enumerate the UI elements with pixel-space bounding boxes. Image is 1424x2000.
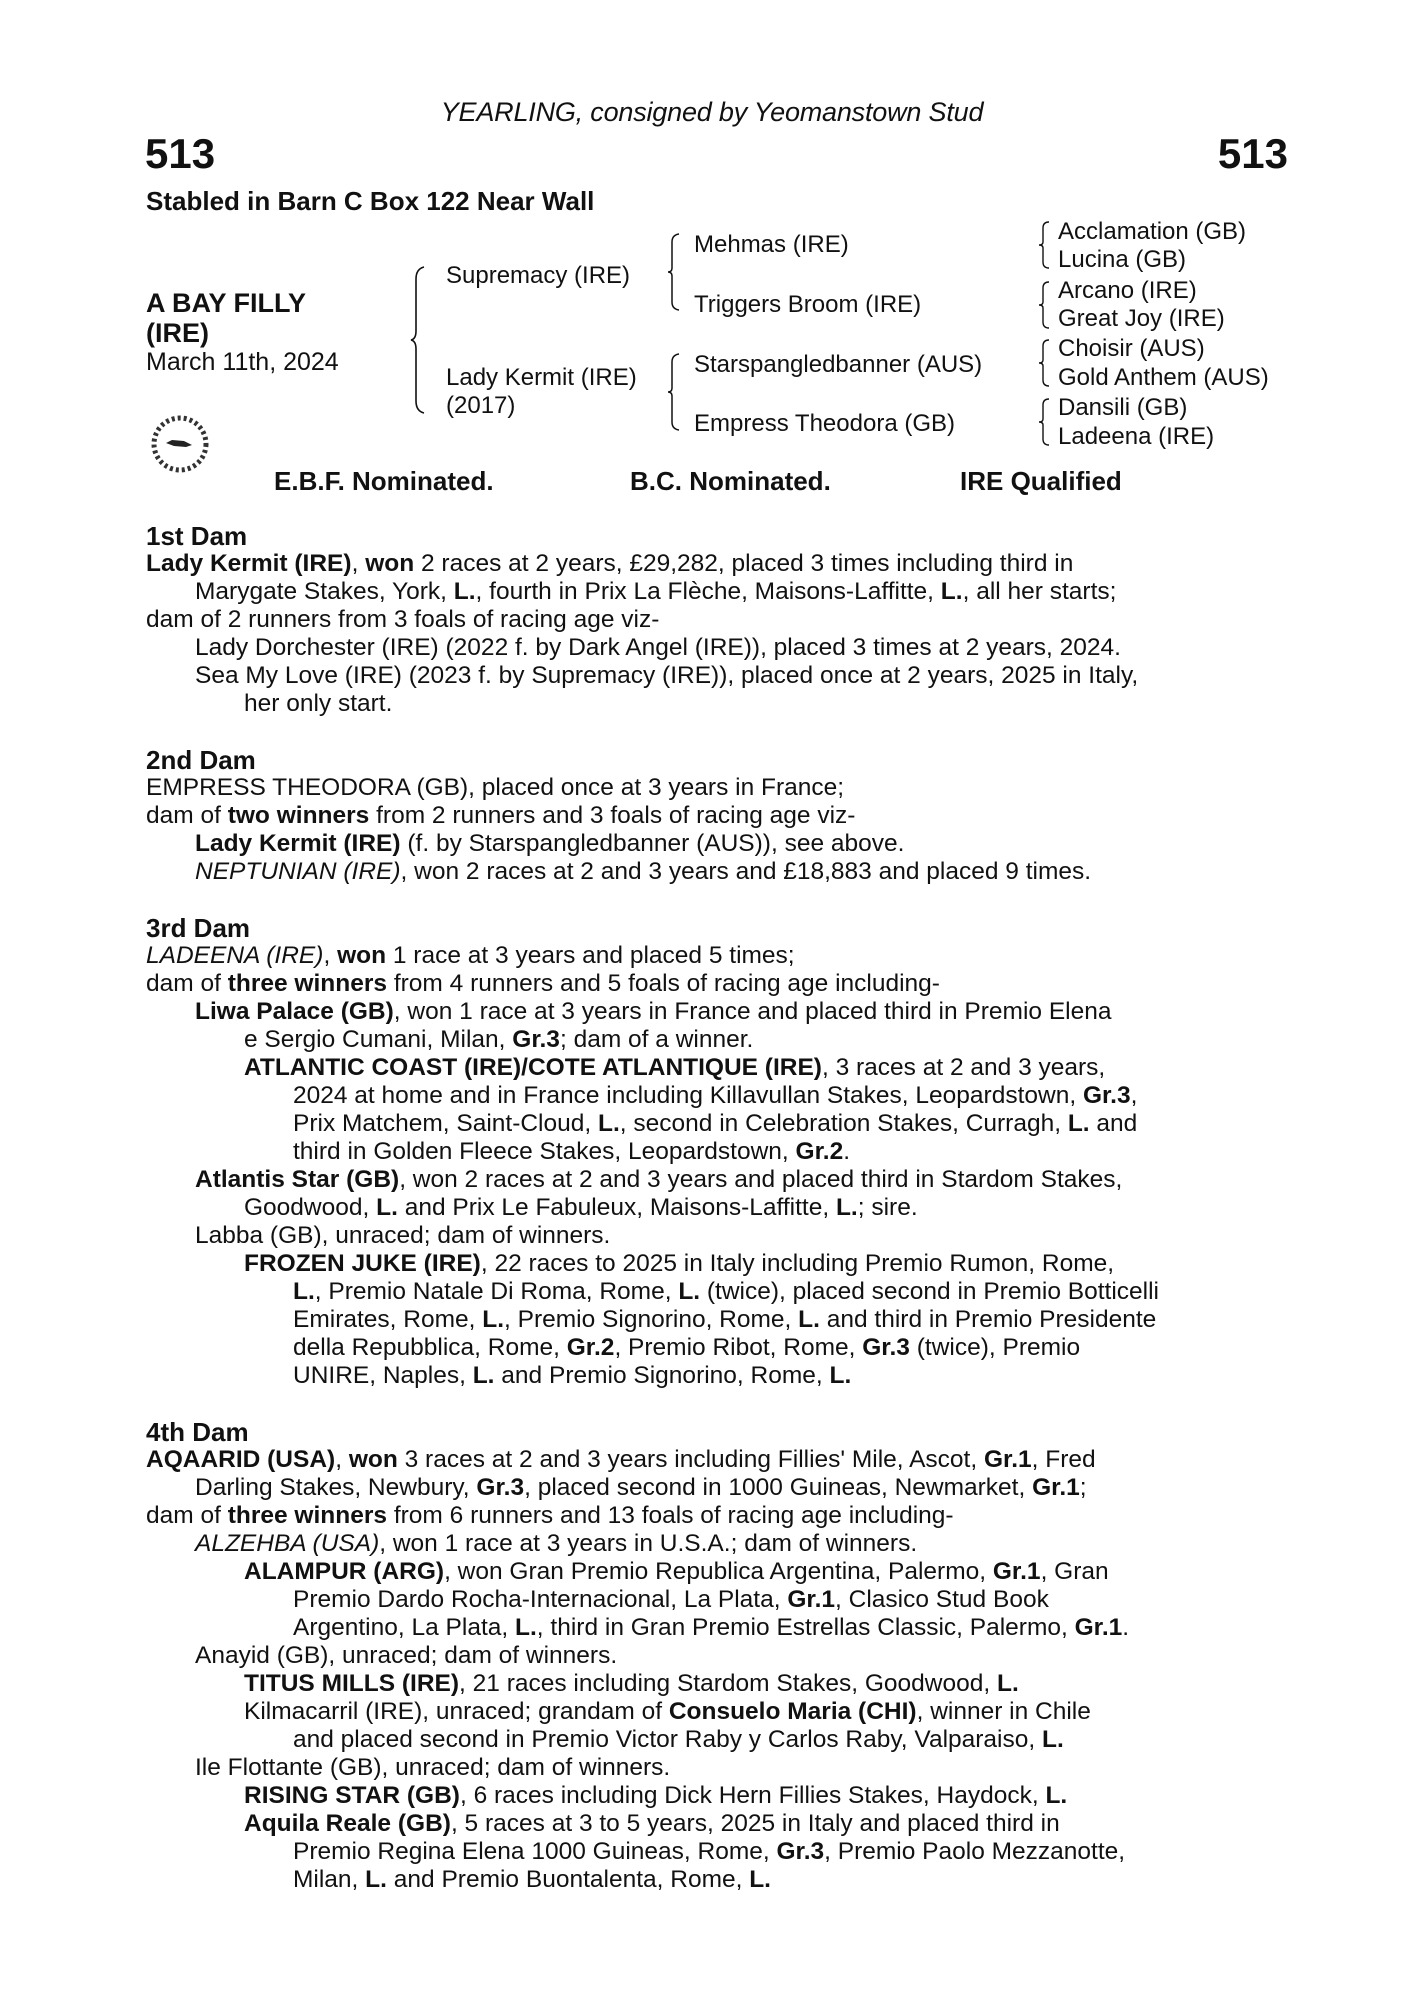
italic-text: ALZEHBA (USA) [195,1530,380,1557]
text: , placed second in 1000 Guineas, Newmarket, [524,1474,1033,1501]
bold-text: L. [376,1194,398,1221]
text: , [1130,1082,1138,1109]
pedigree-brace-gen1 [410,265,430,415]
bold-text: Gr.1 [1032,1474,1080,1501]
pedigree-text-line [146,830,1296,858]
bold-text: Gr.3 [776,1838,825,1865]
text: Premio Dardo Rocha-Internacional, La Plata, [293,1586,788,1613]
bold-text: Gr.2 [795,1138,844,1165]
pedigree-text-line [146,1810,1296,1838]
pedigree-dam-dam: Empress Theodora (GB) [694,410,955,437]
text: Labba (GB), unraced; dam of winners. [195,1222,611,1249]
pedigree-text-line [146,858,1296,886]
section-title: 1st Dam [146,521,248,551]
bold-text: L. [835,1194,858,1221]
bold-text: L. [515,1614,537,1641]
nomination-ebf: E.B.F. Nominated. [274,466,494,496]
pedigree-text-line [146,774,1296,802]
text: Sea My Love (IRE) (2023 f. by Supremacy (IRE)), placed once at 2 years, 2025 in Italy, [195,662,1139,689]
text: , 3 races at 2 and 3 years, [821,1054,1106,1081]
text: , Clasico Stud Book [835,1586,1049,1613]
text: , fourth in Prix La Flèche, Maisons-Laffitte, [475,578,941,605]
bold-text: Atlantis Star (GB) [195,1166,400,1193]
pedigree-text-line [146,1446,1296,1474]
text: , won 1 race at 3 years in France and placed third in Premio Elena [393,998,1112,1025]
text: , 6 races including Dick Hern Fillies Stakes, Haydock, [459,1782,1046,1809]
bold-text: Gr.3 [1082,1082,1131,1109]
text: , won 2 races at 2 and 3 years and placed third in Stardom Stakes, [399,1166,1123,1193]
pedigree-text-line [146,634,1296,662]
pedigree-sire: Supremacy (IRE) [446,262,631,289]
bold-text: L. [829,1362,852,1389]
text: 3 races at 2 and 3 years including Fillies' Mile, Ascot, [397,1446,984,1473]
bold-text: L. [453,578,476,605]
pedigree-text-line [146,1670,1296,1698]
text: dam of 2 runners from 3 foals of racing age viz- [146,606,660,633]
text: UNIRE, Naples, [293,1362,473,1389]
bold-text: Gr.1 [787,1586,836,1613]
text: , Premio Natale Di Roma, Rome, [314,1278,679,1305]
bold-text: won [337,942,387,969]
text: and placed second in Premio Victor Raby y Carlos Raby, Valparaiso, [293,1726,1042,1753]
text: 1 race at 3 years and placed 5 times; [386,942,795,969]
section-title: 4th Dam [146,1417,249,1447]
bold-text: RISING STAR (GB) [244,1782,460,1809]
pedigree-text-line [146,1194,1296,1222]
pedigree-brace-g3-2 [1038,280,1052,330]
bold-text: Gr.3 [512,1026,560,1053]
bold-text: Lady Kermit (IRE) [195,830,401,857]
text: , [323,942,338,969]
text: Ile Flottante (GB), unraced; dam of winners. [195,1754,671,1781]
text: third in Golden Fleece Stakes, Leopardstown, [293,1138,796,1165]
text: 2024 at home and in France including Killavullan Stakes, Leopardstown, [293,1082,1083,1109]
pedigree-text-line [146,1642,1296,1670]
text: Lady Dorchester (IRE) (2022 f. by Dark Angel (IRE)), placed 3 times at 2 years, 2024. [195,634,1121,661]
text: and Premio Signorino, Rome, [494,1362,830,1389]
pedigree-text-line [146,1586,1296,1614]
stabling-info: Stabled in Barn C Box 122 Near Wall [146,186,595,216]
text: Emirates, Rome, [293,1306,483,1333]
pedigree-text-line [146,1334,1296,1362]
text: , second in Celebration Stakes, Curragh, [619,1110,1068,1137]
pedigree-text-line [146,1138,1296,1166]
pedigree-text-line [146,970,1296,998]
pedigree-gen3-2: Lucina (GB) [1058,246,1187,273]
text: and Prix Le Fabuleux, Maisons-Laffitte, [397,1194,836,1221]
bold-text: won [348,1446,398,1473]
text: (f. by Starspangledbanner (AUS)), see above. [400,830,905,857]
bold-text: Lady Kermit (IRE) [146,550,352,577]
pedigree-text-line [146,1698,1296,1726]
bold-text: L. [598,1110,620,1137]
text: Kilmacarril (IRE), unraced; grandam of [244,1698,669,1725]
text: Prix Matchem, Saint-Cloud, [293,1110,598,1137]
pedigree-text-line [146,1558,1296,1586]
bold-text: L. [749,1866,771,1893]
pedigree-dam-name: Lady Kermit (IRE) [446,364,637,391]
foaling-date: March 11th, 2024 [146,348,339,376]
text: , [351,550,366,577]
text: , Premio Paolo Mezzanotte, [824,1838,1126,1865]
pedigree-brace-sire [667,232,683,312]
text: Anayid (GB), unraced; dam of winners. [195,1642,618,1669]
pedigree-gen3-8: Ladeena (IRE) [1058,423,1215,450]
pedigree-text-line [146,1306,1296,1334]
pedigree-text-line [146,802,1296,830]
text: ; dam of a winner. [559,1026,754,1053]
text: , all her starts; [962,578,1117,605]
text: , 22 races to 2025 in Italy including Premio Rumon, Rome, [480,1250,1115,1277]
pedigree-text-line [146,1502,1296,1530]
section-title: 3rd Dam [146,913,251,943]
text: (twice), Premio [909,1334,1081,1361]
bold-text: won [365,550,415,577]
italic-text: NEPTUNIAN (IRE) [195,858,401,885]
text: , Premio Ribot, Rome, [614,1334,863,1361]
bold-text: L. [1067,1110,1090,1137]
text: , won 1 race at 3 years in U.S.A.; dam of winners. [379,1530,918,1557]
text: , Premio Signorino, Rome, [504,1306,799,1333]
pedigree-text-line [146,1166,1296,1194]
pedigree-gen3-5: Choisir (AUS) [1058,335,1205,362]
text: , third in Gran Premio Estrellas Classic, Palermo, [536,1614,1075,1641]
bold-text: three winners [227,1502,388,1529]
text: . [843,1138,851,1165]
pedigree-text-line [146,1362,1296,1390]
bold-text: L. [482,1306,505,1333]
bold-text: L. [1042,1726,1064,1753]
text: 2 races at 2 years, £29,282, placed 3 times including third in [414,550,1074,577]
pedigree-dam-sire: Starspangledbanner (AUS) [694,351,983,378]
bold-text: L. [996,1670,1019,1697]
text: Premio Regina Elena 1000 Guineas, Rome, [293,1838,777,1865]
horse-name-line1: A BAY FILLY [146,288,307,318]
bold-text: Gr.3 [862,1334,910,1361]
bold-text: L. [678,1278,701,1305]
pedigree-brace-dam [667,352,683,432]
pedigree-gen3-3: Arcano (IRE) [1058,277,1197,304]
text: , won 2 races at 2 and 3 years and £18,883 and placed 9 times. [400,858,1092,885]
text: Goodwood, [244,1194,377,1221]
pedigree-text-line [146,1054,1296,1082]
text: from 2 runners and 3 foals of racing age viz- [369,802,856,829]
text: , 5 races at 3 to 5 years, 2025 in Italy and placed third in [450,1810,1060,1837]
pedigree-dam-year: (2017) [446,392,516,419]
text: and Premio Buontalenta, Rome, [386,1866,750,1893]
pedigree-gen3-7: Dansili (GB) [1058,394,1188,421]
text: dam of [146,1502,228,1529]
text: , Fred [1031,1446,1096,1473]
text: . [1122,1614,1130,1641]
pedigree-text-line [146,998,1296,1026]
pedigree-gen3-1: Acclamation (GB) [1058,218,1247,245]
bold-text: ALAMPUR (ARG) [244,1558,445,1585]
bold-text: L. [472,1362,495,1389]
consignor-line: YEARLING, consigned by Yeomanstown Stud [440,97,984,127]
bold-text: Gr.1 [992,1558,1041,1585]
text: and [1089,1110,1138,1137]
pedigree-text-line [146,550,1296,578]
section-title: 2nd Dam [146,745,256,775]
pedigree-text-line [146,1278,1296,1306]
pedigree-text-line [146,1110,1296,1138]
bold-text: Gr.1 [1074,1614,1123,1641]
pedigree-text-line [146,942,1296,970]
pedigree-text-line [146,1754,1296,1782]
text: (twice), placed second in Premio Botticelli [700,1278,1159,1305]
pedigree-text-line [146,578,1296,606]
pedigree-text-line [146,1222,1296,1250]
bold-text: Gr.2 [566,1334,615,1361]
bold-text: Gr.1 [983,1446,1032,1473]
bold-text: ATLANTIC COAST (IRE)/COTE ATLANTIQUE (IRE) [244,1054,822,1081]
bold-text: TITUS MILLS (IRE) [244,1670,460,1697]
text: from 6 runners and 13 foals of racing age including- [387,1502,954,1529]
dam-line-sections [146,522,1296,1922]
text: , winner in Chile [916,1698,1091,1725]
text: , won Gran Premio Republica Argentina, Palermo, [444,1558,993,1585]
pedigree-text-line [146,662,1296,690]
text: della Repubblica, Rome, [293,1334,567,1361]
text: Darling Stakes, Newbury, [195,1474,477,1501]
text: and third in Premio Presidente [819,1306,1157,1333]
nomination-ire: IRE Qualified [960,466,1122,496]
horse-name-line2: (IRE) [146,318,209,348]
section-1-dam [146,522,1296,718]
text: , [335,1446,349,1473]
horse-name [146,288,306,348]
bold-text: L. [365,1866,387,1893]
pedigree-dam [446,364,637,420]
pedigree-text-line [146,1866,1296,1894]
text: Argentino, La Plata, [293,1614,516,1641]
bold-text: Aquila Reale (GB) [244,1810,451,1837]
text: EMPRESS THEODORA (GB), placed once at 3 years in France; [146,774,845,801]
pedigree-brace-g3-1 [1038,220,1052,270]
bold-text: L. [1045,1782,1068,1809]
text: , Gran [1040,1558,1109,1585]
text: e Sergio Cumani, Milan, [244,1026,513,1053]
pedigree-sire-sire: Mehmas (IRE) [694,231,849,258]
section-3-dam [146,914,1296,1390]
pedigree-brace-g3-4 [1038,397,1052,447]
bold-text: two winners [227,802,370,829]
bold-text: L. [798,1306,820,1333]
text: Marygate Stakes, York, [195,578,454,605]
pedigree-text-line [146,1726,1296,1754]
pedigree-gen3-4: Great Joy (IRE) [1058,305,1225,332]
lot-number-right: 513 [1217,130,1288,177]
pedigree-text-line [146,1082,1296,1110]
pedigree-brace-g3-3 [1038,338,1052,388]
pedigree-text-line [146,1782,1296,1810]
pedigree-text-line [146,1530,1296,1558]
text: Milan, [293,1866,366,1893]
bold-text: L. [293,1278,315,1305]
bold-text: AQAARID (USA) [146,1446,336,1473]
text: , 21 races including Stardom Stakes, Goodwood, [459,1670,997,1697]
italic-text: LADEENA (IRE) [146,942,324,969]
bold-text: Consuelo Maria (CHI) [668,1698,917,1725]
lot-number-left: 513 [145,130,216,177]
text: ; sire. [857,1194,918,1221]
text: ; [1079,1474,1087,1501]
pedigree-text-line [146,1474,1296,1502]
bold-text: L. [940,578,963,605]
pedigree-sire-dam: Triggers Broom (IRE) [694,291,922,318]
text: dam of [146,970,228,997]
bold-text: Gr.3 [476,1474,525,1501]
section-2-dam [146,746,1296,886]
bold-text: three winners [227,970,388,997]
bold-text: FROZEN JUKE (IRE) [244,1250,481,1277]
breeders-stamp-icon [148,412,212,476]
bold-text: Liwa Palace (GB) [195,998,394,1025]
nomination-bc: B.C. Nominated. [630,466,831,496]
pedigree-gen3-6: Gold Anthem (AUS) [1058,364,1269,391]
section-4-dam [146,1418,1296,1894]
pedigree-text-line [146,1250,1296,1278]
pedigree-text-line [146,1614,1296,1642]
text: her only start. [244,690,393,717]
text: dam of [146,802,228,829]
pedigree-text-line [146,690,1296,718]
text: from 4 runners and 5 foals of racing age including- [387,970,940,997]
pedigree-text-line [146,606,1296,634]
pedigree-text-line [146,1838,1296,1866]
pedigree-text-line [146,1026,1296,1054]
